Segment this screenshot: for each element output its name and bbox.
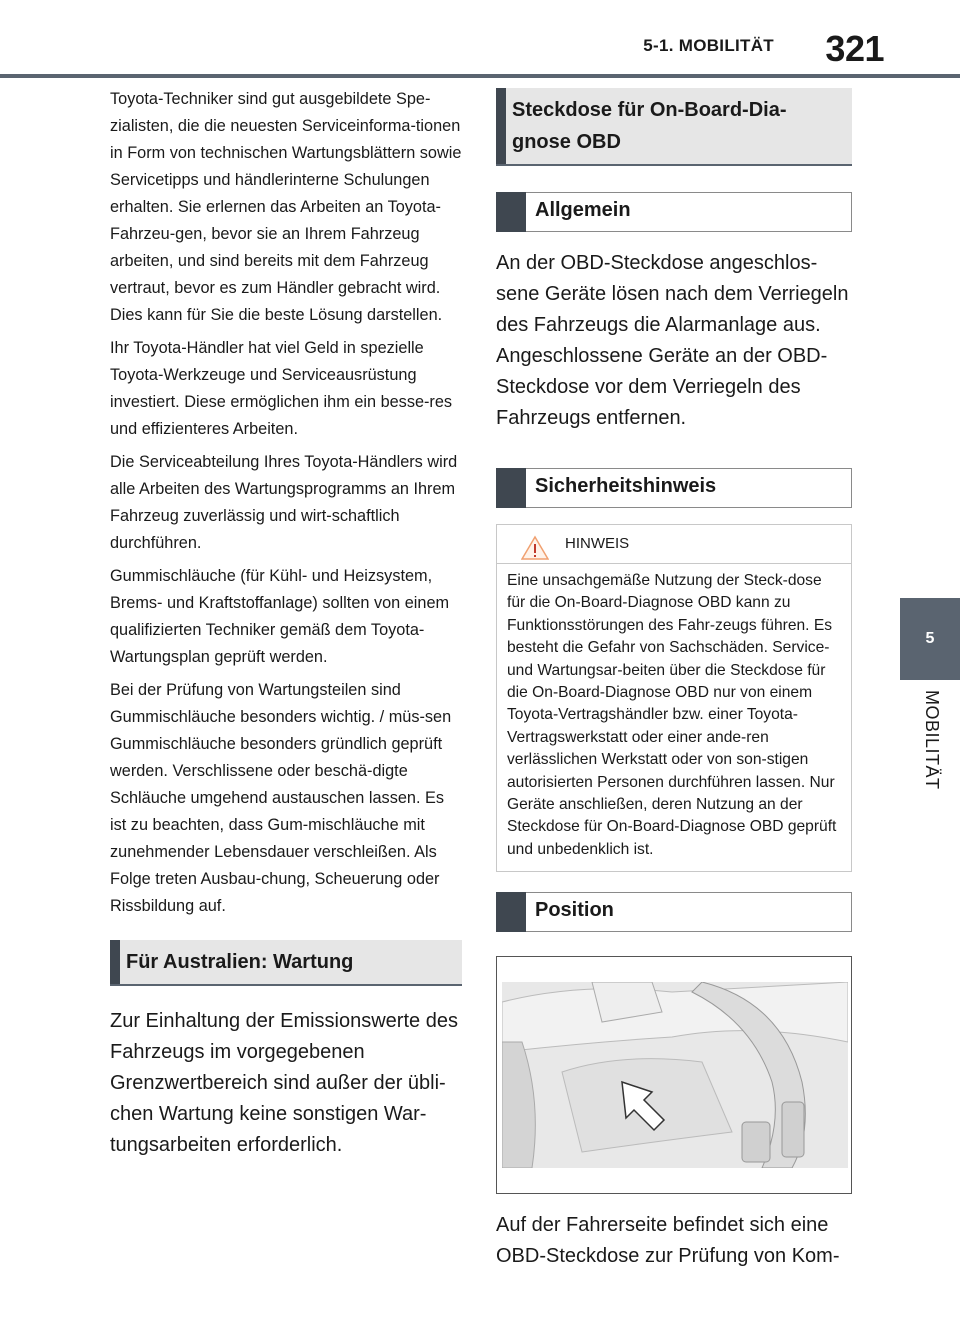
paragraph: Gummischläuche (für Kühl- und Heizsystem, Brems- und Kraftstoffanlage) sollten von einem qualifizierten Techniker gemäß dem Toyota-Wartungsplan geprüft werden. [110,567,450,666]
australia-text: Zur Einhaltung der Emissionswerte des Fahrzeugs im vorgegebenen Grenzwertbereich sind außer der übli-chen Wartung keine sonstigen War-tungsarbeiten erforderlich. [110,1010,458,1156]
warning-triangle-icon [521,535,549,566]
chapter-number: 5 [925,630,935,647]
paragraph: Toyota-Techniker sind gut ausgebildete Spe-zialisten, die die neuesten Serviceinforma-tionen in Form von technischen Wartungsblättern sowie Servicetipps und händlerinterne Schulungen erhalten. Sie erlernen das Arbeiten an Toyota-Fahrzeu-gen, bevor sie an Ihrem Fahrzeug arbeiten, und sind bereits mit dem Fahrzeug vertraut, bevor es zum Händler gebracht wird. Dies kann für Sie die beste Lösung darstellen. [110,90,462,324]
chapter-label: MOBILITÄT [922,690,942,790]
subheading-bar [496,892,526,932]
page-number: 321 [825,28,884,69]
obd-position-figure [496,956,852,1194]
position-text: Auf der Fahrerseite befindet sich eine OBD-Steckdose zur Prüfung von Kom- [496,1214,840,1268]
section-title: 5-1. MOBILITÄT [643,36,774,55]
subheading-text: Allgemein [535,199,631,221]
subheading-bar [496,192,526,232]
subheading-general [496,192,852,232]
heading-text: Steckdose für On-Board-Dia-gnose OBD [512,99,787,153]
notice-box [496,524,852,872]
left-column [110,86,462,1161]
heading-obd [496,88,852,166]
right-column [496,88,852,1272]
notice-label: HINWEIS [565,535,630,552]
notice-text: Eine unsachgemäße Nutzung der Steck-dose für die On-Board-Diagnose OBD kann zu Funktionsstörungen des Fahr-zeugs führen. Es besteht die Gefahr von Sachschäden. Service- und Wartungsar-beiten über die Steckdose für die On-Board-Diagnose OBD nur von einem Toyota-Vertragshändler bzw. einer Toyota-Vertragswerkstatt oder einer ande-ren verlässlichen Werkstatt oder von son-stigen autorisierten Personen durchführen lassen. Nur Geräte anschließen, deren Nutzung an der Steckdose für On-Board-Diagnose OBD geprüft und unbedenklich ist. [507,572,837,858]
chapter-tab[interactable] [900,598,960,680]
subheading-bar [496,468,526,508]
subheading-text: Position [535,899,614,922]
paragraph: Ihr Toyota-Händler hat viel Geld in spezielle Toyota-Werkzeuge und Serviceausrüstung investiert. Diese ermöglichen ihm ein besse-res und effizienteres Arbeiten. [110,339,453,438]
paragraph: Die Serviceabteilung Ihres Toyota-Händlers wird alle Arbeiten des Wartungsprogramms an Ihrem Fahrzeug zuverlässig und wirt-schaftlich durchführen. [110,453,458,552]
car-interior-illustration [502,982,848,1168]
header-rule [0,74,960,78]
paragraph: Bei der Prüfung von Wartungsteilen sind Gummischläuche besonders wichtig. / müs-sen Gummischläuche besonders gründlich geprüft werden. Verschlissene oder beschä-digte Schläuche umgehend austauschen lassen. Es ist zu beachten, dass Gum-mischläuche mit zunehmender Lebensdauer verschleißen. Als Folge treten Ausbau-chung, Scheuerung oder Rissbildung auf. [110,681,452,915]
heading-bar [110,940,120,984]
heading-australia [110,940,462,986]
notice-header [497,525,851,564]
general-text: An der OBD-Steckdose angeschlos-sene Geräte lösen nach dem Verriegeln des Fahrzeugs die Alarmanlage aus. Angeschlossene Geräte an der OBD-Steckdose vor dem Verriegeln des Fahrzeugs entfernen. [496,252,849,429]
subheading-position [496,892,852,932]
heading-bar [496,88,506,164]
subheading-text: Sicherheitshinweis [535,475,717,497]
subheading-safety [496,468,852,508]
heading-text: Für Australien: Wartung [126,951,354,973]
